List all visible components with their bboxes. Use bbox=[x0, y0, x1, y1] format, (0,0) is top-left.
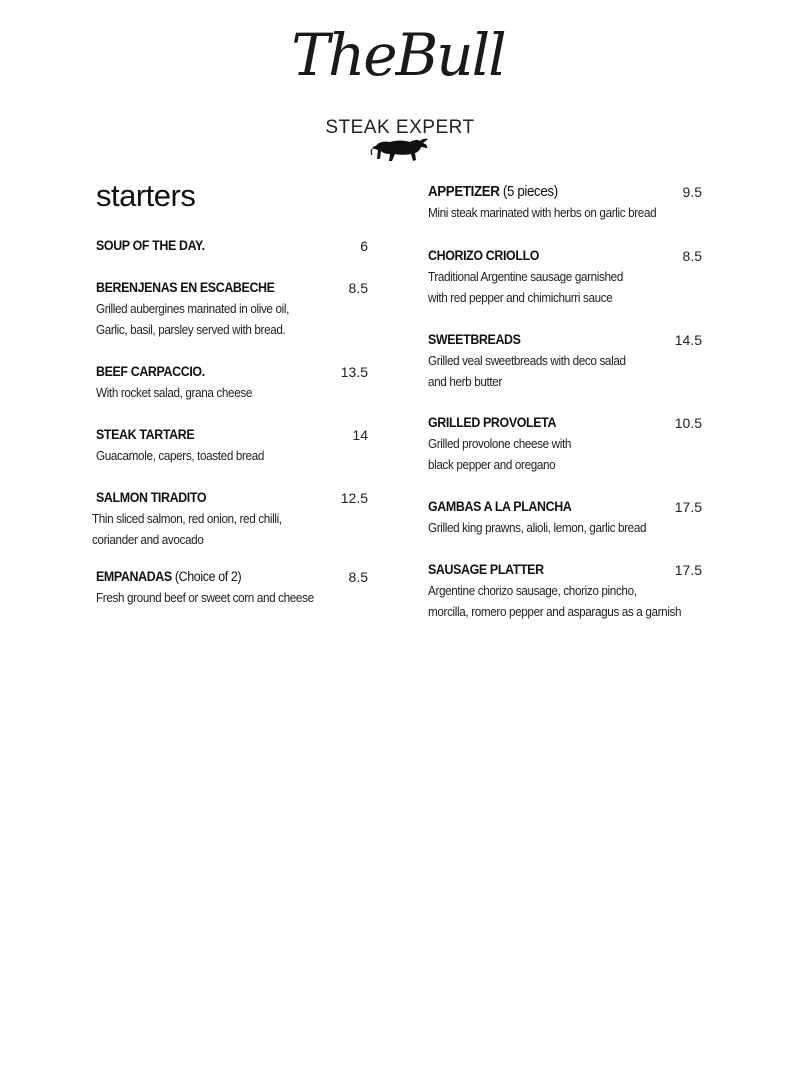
menu-item bbox=[428, 246, 708, 308]
menu-item-price: 9.5 bbox=[682, 184, 702, 200]
menu-item-name: GRILLED PROVOLETA bbox=[428, 415, 557, 430]
menu-item-description: with red pepper and chimichurri sauce bbox=[428, 290, 613, 305]
menu-item-description: Grilled veal sweetbreads with deco salad bbox=[428, 353, 626, 368]
menu-item-description: Grilled aubergines marinated in olive oil, bbox=[96, 301, 289, 316]
menu-item-name: GAMBAS A LA PLANCHA bbox=[428, 499, 572, 514]
menu-item-price: 8.5 bbox=[348, 569, 368, 585]
menu-item-price: 10.5 bbox=[674, 415, 702, 431]
menu-item-price: 14.5 bbox=[674, 332, 702, 348]
menu-item-note: (5 pieces) bbox=[499, 184, 558, 200]
menu-item-description: Grilled king prawns, alioli, lemon, garlic bread bbox=[428, 520, 647, 535]
menu-item-name: SAUSAGE PLATTER bbox=[428, 562, 544, 577]
menu-item-description: and herb butter bbox=[428, 374, 502, 389]
menu-item-price: 8.5 bbox=[682, 248, 702, 264]
menu-item bbox=[428, 413, 708, 475]
menu-item-description: Traditional Argentine sausage garnished bbox=[428, 269, 623, 284]
logo-subtitle: STEAK EXPERT bbox=[325, 117, 475, 138]
menu-item-price: 17.5 bbox=[674, 562, 702, 578]
menu-item bbox=[428, 560, 708, 622]
bull-icon bbox=[370, 134, 432, 166]
menu-item-name: SALMON TIRADITO bbox=[96, 490, 207, 505]
menu-item-name: APPETIZER (5 pieces) bbox=[428, 184, 558, 200]
menu-item-price: 13.5 bbox=[340, 364, 368, 380]
menu-item-note: (Choice of 2) bbox=[171, 569, 242, 584]
menu-item bbox=[96, 278, 376, 340]
menu-item-name: SWEETBREADS bbox=[428, 332, 521, 347]
menu-item-price: 12.5 bbox=[340, 490, 368, 506]
logo-script-text: TheBull bbox=[291, 21, 505, 89]
menu-item-price: 8.5 bbox=[348, 280, 368, 296]
menu-item bbox=[96, 425, 376, 466]
menu-item bbox=[96, 236, 376, 256]
menu-item bbox=[428, 182, 708, 223]
menu-item-name: BEEF CARPACCIO. bbox=[96, 364, 205, 379]
menu-item bbox=[96, 567, 376, 608]
menu-item-price: 6 bbox=[360, 238, 368, 254]
menu-item-name: BERENJENAS EN ESCABECHE bbox=[96, 280, 275, 295]
menu-item-description: Thin sliced salmon, red onion, red chilli, bbox=[92, 511, 282, 526]
menu-item-description: Grilled provolone cheese with bbox=[428, 436, 572, 451]
menu-item-description: With rocket salad, grana cheese bbox=[96, 385, 252, 400]
menu-item-description: Fresh ground beef or sweet corn and cheese bbox=[96, 590, 314, 605]
section-title-starters: starters bbox=[96, 178, 196, 213]
menu-item-name: SOUP OF THE DAY. bbox=[96, 238, 205, 253]
menu-item bbox=[428, 497, 708, 538]
menu-item-price: 14 bbox=[352, 427, 368, 443]
restaurant-logo bbox=[240, 22, 560, 172]
menu-item-name: STEAK TARTARE bbox=[96, 427, 195, 442]
menu-item-description: Garlic, basil, parsley served with bread. bbox=[96, 322, 286, 337]
menu-item bbox=[428, 330, 708, 392]
menu-item-description: black pepper and oregano bbox=[428, 457, 556, 472]
menu-item-name: EMPANADAS (Choice of 2) bbox=[96, 569, 242, 584]
menu-item-description: Guacamole, capers, toasted bread bbox=[96, 448, 264, 463]
menu-item bbox=[96, 362, 376, 403]
menu-item-description: Argentine chorizo sausage, chorizo pincho, bbox=[428, 583, 637, 598]
menu-item-description: Mini steak marinated with herbs on garlic bread bbox=[428, 205, 657, 220]
menu-item-description: morcilla, romero pepper and asparagus as a garnish bbox=[428, 604, 682, 619]
menu-item-description: coriander and avocado bbox=[92, 532, 204, 547]
menu-item-price: 17.5 bbox=[674, 499, 702, 515]
menu-item-name: CHORIZO CRIOLLO bbox=[428, 248, 540, 263]
menu-item bbox=[92, 488, 376, 550]
